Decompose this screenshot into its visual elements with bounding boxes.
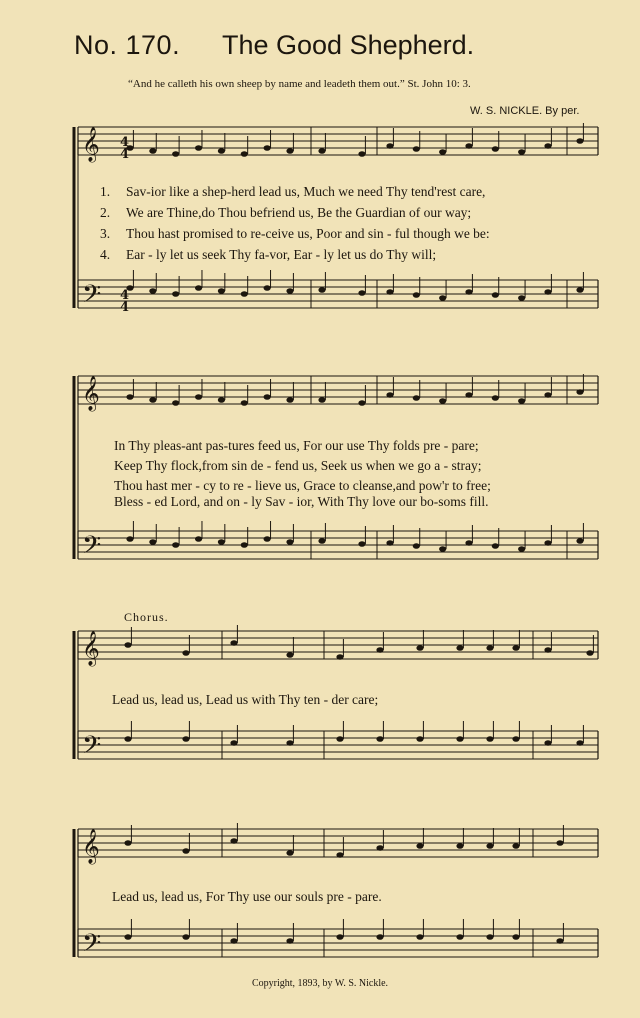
note-head-icon xyxy=(512,645,519,651)
note-head-icon xyxy=(416,843,423,849)
note-head-icon xyxy=(241,151,248,157)
note-head-icon xyxy=(386,392,393,398)
note-head-icon xyxy=(218,288,225,294)
note-head-icon xyxy=(182,736,189,742)
note-head-icon xyxy=(218,539,225,545)
note-head-icon xyxy=(264,394,271,400)
note-head-icon xyxy=(439,295,446,301)
note-head-icon xyxy=(286,740,293,746)
system1-bass-clef-icon: 𝄢 xyxy=(82,280,102,315)
note-head-icon xyxy=(544,540,551,546)
note-head-icon xyxy=(358,541,365,547)
note-head-icon xyxy=(264,536,271,542)
note-head-icon xyxy=(518,149,525,155)
note-head-icon xyxy=(126,394,133,400)
note-head-icon xyxy=(512,736,519,742)
note-head-icon xyxy=(336,852,343,858)
note-head-icon xyxy=(149,397,156,403)
note-head-icon xyxy=(124,642,131,648)
note-head-icon xyxy=(172,151,179,157)
note-head-icon xyxy=(512,843,519,849)
verse-line-3: 3. Thou hast promised to re-ceive us, Poor and sin - ful though we be: xyxy=(100,226,490,241)
note-head-icon xyxy=(465,540,472,546)
note-head-icon xyxy=(218,148,225,154)
note-head-icon xyxy=(544,143,551,149)
note-head-icon xyxy=(486,736,493,742)
note-head-icon xyxy=(465,392,472,398)
verse-cont-line-1: In Thy pleas-ant pas-tures feed us, For our use Thy folds pre - pare; xyxy=(114,438,479,453)
note-head-icon xyxy=(218,397,225,403)
note-head-icon xyxy=(182,650,189,656)
note-head-icon xyxy=(264,145,271,151)
system4-treble-clef-icon: 𝄞 xyxy=(82,829,100,864)
time-signature-top: 4 xyxy=(120,288,130,303)
note-head-icon xyxy=(182,934,189,940)
note-head-icon xyxy=(172,400,179,406)
system1-treble-clef-icon: 𝄞 xyxy=(82,127,100,162)
note-head-icon xyxy=(518,398,525,404)
note-head-icon xyxy=(456,645,463,651)
note-head-icon xyxy=(358,400,365,406)
note-head-icon xyxy=(492,395,499,401)
chorus-label: Chorus. xyxy=(124,610,169,624)
note-head-icon xyxy=(376,934,383,940)
system3-treble-clef-icon: 𝄞 xyxy=(82,631,100,666)
note-head-icon xyxy=(286,938,293,944)
note-head-icon xyxy=(230,640,237,646)
note-head-icon xyxy=(149,288,156,294)
note-head-icon xyxy=(241,400,248,406)
hymn-number: No. 170. xyxy=(74,30,181,60)
note-head-icon xyxy=(386,540,393,546)
note-head-icon xyxy=(241,542,248,548)
note-head-icon xyxy=(336,736,343,742)
chorus-line-1: Lead us, lead us, Lead us with Thy ten - der care; xyxy=(112,692,379,707)
note-head-icon xyxy=(456,736,463,742)
note-head-icon xyxy=(456,843,463,849)
note-head-icon xyxy=(336,934,343,940)
note-head-icon xyxy=(413,146,420,152)
note-head-icon xyxy=(230,838,237,844)
composer-credit: W. S. NICKLE. By per. xyxy=(470,105,580,117)
hymn-title: The Good Shepherd. xyxy=(222,30,475,60)
note-head-icon xyxy=(230,938,237,944)
verse-line-4: 4. Ear - ly let us seek Thy fa-vor, Ear - ly let us do Thy will; xyxy=(100,247,437,262)
note-head-icon xyxy=(416,645,423,651)
note-head-icon xyxy=(576,538,583,544)
note-head-icon xyxy=(376,845,383,851)
note-head-icon xyxy=(512,934,519,940)
note-head-icon xyxy=(195,285,202,291)
note-head-icon xyxy=(318,538,325,544)
note-head-icon xyxy=(318,148,325,154)
note-head-icon xyxy=(586,650,593,656)
note-head-icon xyxy=(286,397,293,403)
note-head-icon xyxy=(264,285,271,291)
time-signature-top: 4 xyxy=(120,135,130,150)
scripture-epigraph: “And he calleth his own sheep by name and leadeth them out.” St. John 10: 3. xyxy=(128,78,471,90)
note-head-icon xyxy=(486,934,493,940)
note-head-icon xyxy=(486,843,493,849)
note-head-icon xyxy=(416,934,423,940)
note-head-icon xyxy=(336,654,343,660)
note-head-icon xyxy=(318,397,325,403)
note-head-icon xyxy=(172,542,179,548)
note-head-icon xyxy=(172,291,179,297)
time-signature-bottom: 4 xyxy=(120,300,130,315)
verse-cont-line-2: Keep Thy flock,from sin de - fend us, Seek us when we go a - stray; xyxy=(114,458,482,473)
note-head-icon xyxy=(318,287,325,293)
note-head-icon xyxy=(386,143,393,149)
note-head-icon xyxy=(439,546,446,552)
note-head-icon xyxy=(195,145,202,151)
note-head-icon xyxy=(492,146,499,152)
note-head-icon xyxy=(124,934,131,940)
note-head-icon xyxy=(492,292,499,298)
note-head-icon xyxy=(149,148,156,154)
note-head-icon xyxy=(195,536,202,542)
verse-line-1: 1. Sav-ior like a shep-herd lead us, Much we need Thy tend'rest care, xyxy=(100,184,486,199)
note-head-icon xyxy=(576,740,583,746)
note-head-icon xyxy=(386,289,393,295)
note-head-icon xyxy=(576,138,583,144)
copyright-notice: Copyright, 1893, by W. S. Nickle. xyxy=(251,978,389,989)
system2-treble-clef-icon: 𝄞 xyxy=(82,376,100,411)
system3-bass-clef-icon: 𝄢 xyxy=(82,731,102,766)
note-head-icon xyxy=(376,736,383,742)
note-head-icon xyxy=(182,848,189,854)
note-head-icon xyxy=(286,850,293,856)
note-head-icon xyxy=(439,149,446,155)
note-head-icon xyxy=(556,938,563,944)
note-head-icon xyxy=(544,289,551,295)
note-head-icon xyxy=(416,736,423,742)
note-head-icon xyxy=(576,287,583,293)
verse-cont-line-3: Thou hast mer - cy to re - lieve us, Grace to cleanse,and pow'r to free; xyxy=(114,478,491,493)
note-head-icon xyxy=(544,647,551,653)
verse-cont-line-4: Bless - ed Lord, and on - ly Sav - ior, With Thy love our bo-soms fill. xyxy=(114,494,489,509)
note-head-icon xyxy=(376,647,383,653)
chorus-line-2: Lead us, lead us, For Thy use our souls pre - pare. xyxy=(112,889,382,904)
note-head-icon xyxy=(544,392,551,398)
system4-bass-clef-icon: 𝄢 xyxy=(82,929,102,964)
note-head-icon xyxy=(518,546,525,552)
note-head-icon xyxy=(124,736,131,742)
note-head-icon xyxy=(126,536,133,542)
note-head-icon xyxy=(413,292,420,298)
verse-line-2: 2. We are Thine,do Thou befriend us, Be the Guardian of our way; xyxy=(100,205,472,220)
note-head-icon xyxy=(230,740,237,746)
note-head-icon xyxy=(413,395,420,401)
note-head-icon xyxy=(544,740,551,746)
note-head-icon xyxy=(456,934,463,940)
note-head-icon xyxy=(195,394,202,400)
time-signature-bottom: 4 xyxy=(120,147,130,162)
note-head-icon xyxy=(241,291,248,297)
note-head-icon xyxy=(286,148,293,154)
note-head-icon xyxy=(465,289,472,295)
note-head-icon xyxy=(149,539,156,545)
note-head-icon xyxy=(413,543,420,549)
note-head-icon xyxy=(358,151,365,157)
note-head-icon xyxy=(486,645,493,651)
note-head-icon xyxy=(439,398,446,404)
note-head-icon xyxy=(124,840,131,846)
note-head-icon xyxy=(465,143,472,149)
note-head-icon xyxy=(358,290,365,296)
note-head-icon xyxy=(576,389,583,395)
system2-bass-clef-icon: 𝄢 xyxy=(82,531,102,566)
note-head-icon xyxy=(286,288,293,294)
note-head-icon xyxy=(286,539,293,545)
note-head-icon xyxy=(492,543,499,549)
note-head-icon xyxy=(556,840,563,846)
note-head-icon xyxy=(286,652,293,658)
note-head-icon xyxy=(518,295,525,301)
